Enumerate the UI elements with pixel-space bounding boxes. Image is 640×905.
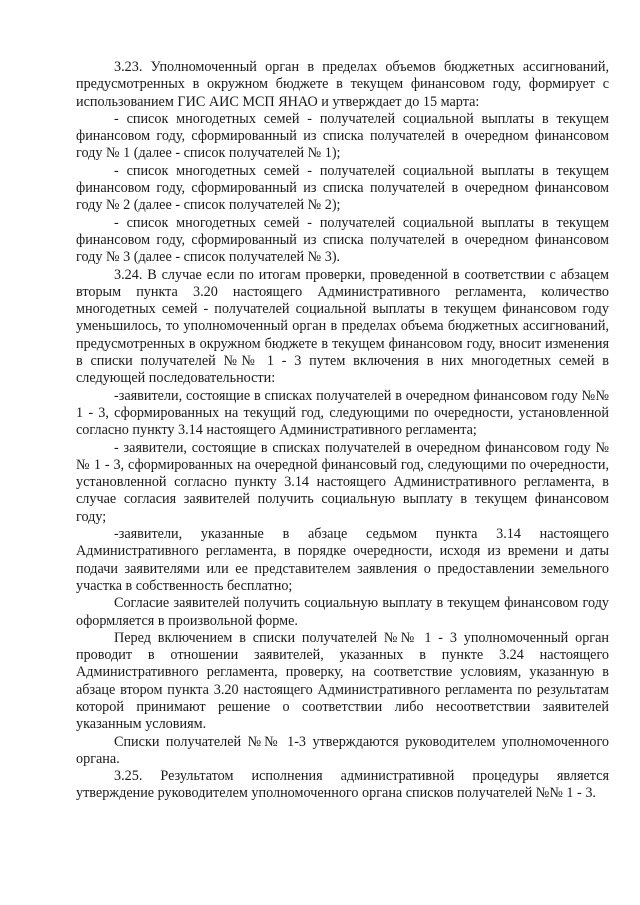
paragraph-approval: Списки получателей №№ 1-3 утверждаются руководителем уполномоченного органа. [76, 733, 609, 767]
list-item-applicants-current-year: -заявители, состоящие в списках получателей в очередном финансовом году №№ 1 - 3, сформированных на текущий год, следующими по очередности, установленной согласно пункту 3.14 настоящего Административного регламента; [76, 387, 609, 439]
document-body [76, 59, 609, 803]
list-item-recipients-2: - список многодетных семей - получателей социальной выплаты в текущем финансовом году, сформированный из списка получателей в очередном финансовом году № 2 (далее - список получателей № 2); [76, 162, 609, 214]
paragraph-consent: Согласие заявителей получить социальную выплату в текущем финансовом году оформляется в произвольной форме. [76, 595, 609, 629]
list-item-recipients-1: - список многодетных семей - получателей социальной выплаты в текущем финансовом году, сформированный из списка получателей в очередном финансовом году № 1 (далее - список получателей № 1); [76, 110, 609, 162]
list-item-recipients-3: - список многодетных семей - получателей социальной выплаты в текущем финансовом году, сформированный из списка получателей в очередном финансовом году № 3 (далее - список получателей № 3). [76, 214, 609, 266]
list-item-applicants-next-year: - заявители, состоящие в списках получателей в очередном финансовом году №№ 1 - 3, сформированных на очередной финансовый год, следующими по очередности, установленной согласно пункту 3.14 настоящего Административного регламента, в случае согласия заявителей получить социальную выплату в текущем финансовом году; [76, 439, 609, 525]
list-item-applicants-clause-3-14: -заявители, указанные в абзаце седьмом пункта 3.14 настоящего Административного регламента, в порядке очередности, исходя из времени и даты подачи заявителями или ее представителем заявления о предоставлении земельного участка в собственность бесплатно; [76, 526, 609, 594]
paragraph-3-24: 3.24. В случае если по итогам проверки, проведенной в соответствии с абзацем вторым пункта 3.20 настоящего Административного регламента, количество многодетных семей - получателей социальной выплаты в текущем финансовом году уменьшилось, то уполномоченный орган в пределах объема бюджетных ассигнований, предусмотренных в окружном бюджете в текущем финансовом году, вносит изменения в списки получателей №№ 1 - 3 путем включения в них многодетных семей в следующей последовательности: [76, 266, 609, 387]
paragraph-verification: Перед включением в списки получателей №№ 1 - 3 уполномоченный орган проводит в отношении заявителей, указанных в пункте 3.24 настоящего Административного регламента, проверку, на соответствие условиям, указанную в абзаце втором пункта 3.20 настоящего Административного регламента по результатам которой принимают решение о соответствии либо несоответствии заявителей указанным условиям. [76, 629, 609, 733]
paragraph-3-25: 3.25. Результатом исполнения административной процедуры является утверждение руководителем уполномоченного органа списков получателей №№ 1 - 3. [76, 768, 609, 802]
paragraph-3-23: 3.23. Уполномоченный орган в пределах объемов бюджетных ассигнований, предусмотренных в окружном бюджете в текущем финансовом году, формирует с использованием ГИС АИС МСП ЯНАО и утверждает до 15 марта: [76, 59, 609, 110]
